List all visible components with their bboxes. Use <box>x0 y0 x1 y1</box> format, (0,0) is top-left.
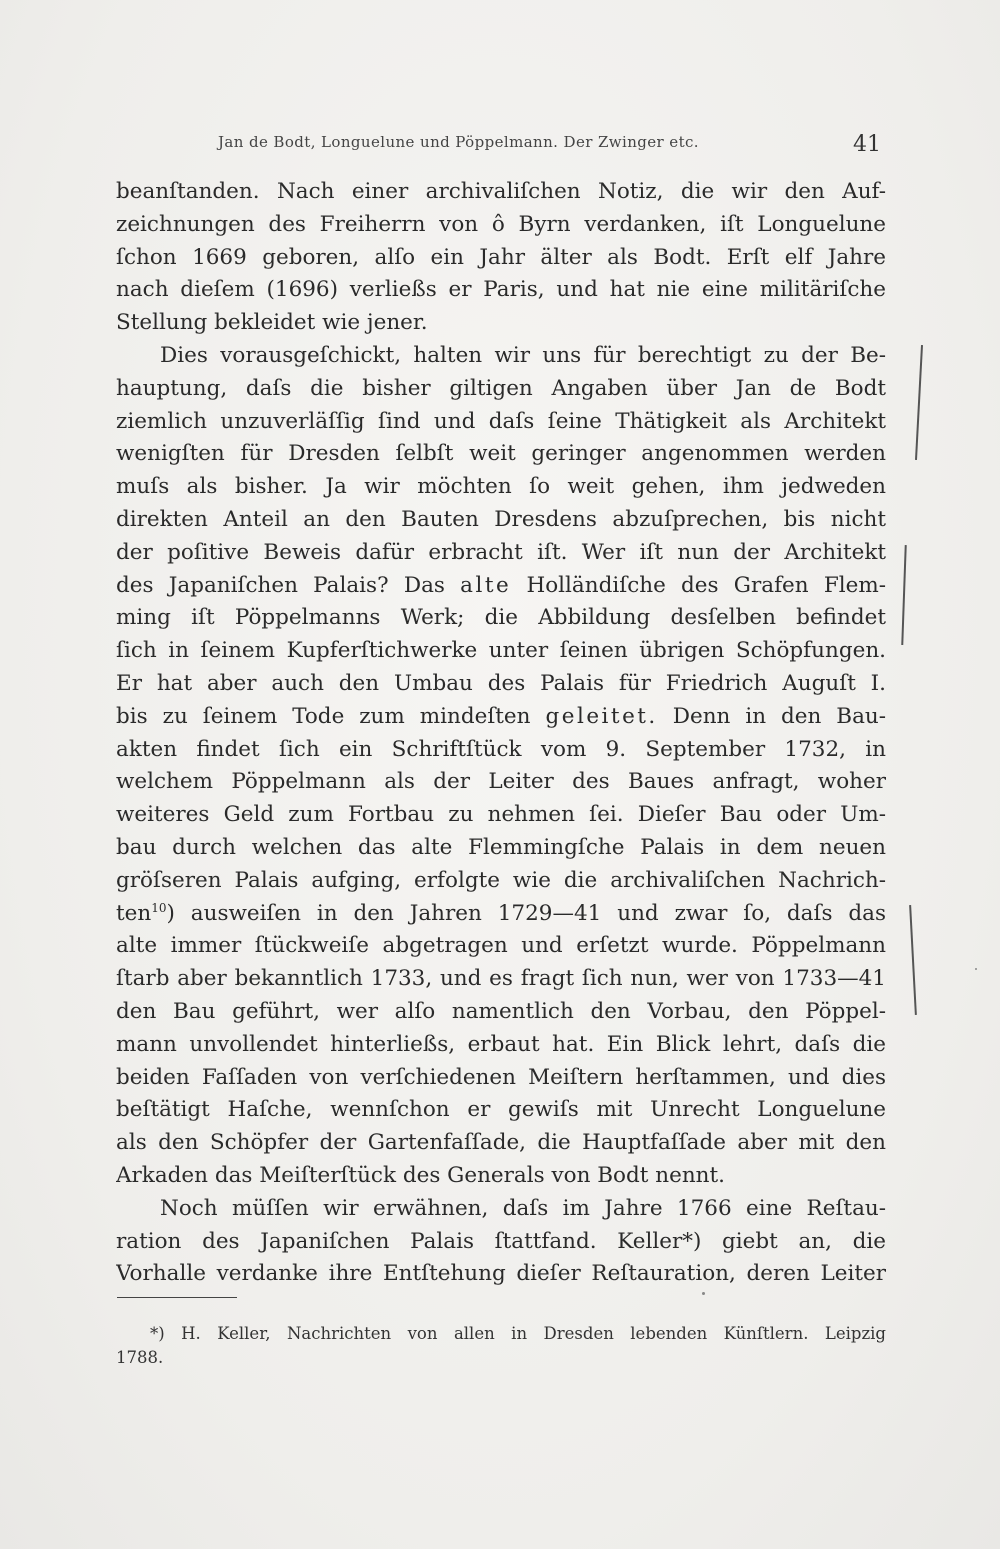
footnote-line: 1788. <box>116 1348 164 1367</box>
text-line: Vorhalle verdanke ihre Entſtehung dieſer Reſtauration, deren Leiter <box>116 1261 886 1287</box>
text-segment: ten <box>116 900 152 926</box>
text-line: beſtätigt Haſche, wennſchon er gewiſs mit Unrecht Longuelune <box>116 1097 886 1123</box>
text-line: der poſitive Beweis dafür erbracht iſt. Wer iſt nun der Architekt <box>116 539 886 565</box>
text-line: beanſtanden. Nach einer archivaliſchen Notiz, die wir den Auf- <box>116 179 886 204</box>
text-line: direkten Anteil an den Bauten Dresdens abzuſprechen, bis nicht <box>116 506 886 532</box>
footnote-rule <box>117 1297 237 1298</box>
footnote <box>116 1322 886 1370</box>
text-line: zeichnungen des Freiherrn von ô Byrn verdanken, iſt Longuelune <box>116 211 886 237</box>
text-segment: Keller*) giebt an, die <box>617 1228 886 1254</box>
footnote-reference: 10 <box>151 900 167 915</box>
text-segment: ) ausweiſen in den Jahren 1729—41 und zwar ſo, daſs das <box>166 900 886 926</box>
text-line: Arkaden das Meiſterſtück des Generals von Bodt nennt. <box>116 1162 725 1188</box>
text-line: muſs als bisher. Ja wir möchten ſo weit gehen, ihm jedweden <box>116 474 886 500</box>
text-line: ziemlich unzuverläſſig ſind und daſs ſeine Thätigkeit als Architekt <box>116 408 886 434</box>
page-number: 41 <box>853 132 881 157</box>
text-segment: bis zu ſeinem Tode zum mindeſten <box>116 703 531 729</box>
text-line: ming iſt Pöppelmanns Werk; die Abbildung desſelben befindet <box>116 605 886 631</box>
spaced-emphasis: geleitet. <box>545 703 658 729</box>
margin-pencil-mark <box>901 545 906 645</box>
spaced-emphasis: alte <box>460 572 512 598</box>
text-line: welchem Pöppelmann als der Leiter des Baues anfragt, woher <box>116 769 886 795</box>
text-line: ſchon 1669 geboren, alſo ein Jahr älter als Bodt. Erſt elf Jahre <box>116 244 886 270</box>
paper-speck <box>702 1292 705 1295</box>
text-line <box>116 570 886 603</box>
text-line: mann unvollendet hinterließs, erbaut hat. Ein Blick lehrt, daſs die <box>116 1031 886 1057</box>
text-line: nach dieſem (1696) verließs er Paris, und hat nie eine militäriſche <box>116 277 886 303</box>
text-line: hauptung, daſs die bisher giltigen Angaben über Jan de Bodt <box>116 375 886 401</box>
text-line: weiteres Geld zum Fortbau zu nehmen ſei. Dieſer Bau oder Um- <box>116 802 886 828</box>
paragraph-start: Noch müſſen wir erwähnen, daſs im Jahre 1766 eine Reſtau- <box>160 1195 886 1221</box>
footnote-line: *) H. Keller, Nachrichten von allen in Dresden lebenden Künſtlern. Leipzig <box>150 1324 886 1343</box>
text-segment: Denn in den Bau- <box>672 703 886 729</box>
text-line: den Bau geführt, wer alſo namentlich den Vorbau, den Pöppel- <box>116 998 886 1024</box>
text-line: akten findet ſich ein Schriftſtück vom 9. September 1732, in <box>116 736 886 762</box>
text-segment: des Japaniſchen Palais? Das <box>116 572 445 598</box>
text-line <box>116 701 886 734</box>
text-line: ſich in ſeinem Kupferſtichwerke unter ſeinen übrigen Schöpfungen. <box>116 638 886 664</box>
text-segment: ration des Japaniſchen Palais ſtattfand. <box>116 1228 597 1254</box>
paragraph-start: Dies vorausgeſchickt, halten wir uns für berechtigt zu der Be- <box>160 342 886 368</box>
text-line: alte immer ſtückweiſe abgetragen und erſetzt wurde. Pöppelmann <box>116 933 886 959</box>
text-line: Stellung bekleidet wie jener. <box>116 310 428 336</box>
text-line: beiden Faſſaden von verſchiedenen Meiſtern herſtammen, und dies <box>116 1064 886 1090</box>
paper-speck <box>975 968 977 970</box>
text-segment: Holländiſche des Grafen Flem- <box>526 572 886 598</box>
text-line: gröſseren Palais aufging, erfolgte wie die archivaliſchen Nachrich- <box>116 867 886 893</box>
margin-pencil-mark <box>915 345 923 460</box>
body-text <box>116 176 886 1291</box>
text-line: bau durch welchen das alte Flemmingſche Palais in dem neuen <box>116 834 886 860</box>
text-line: wenigſten für Dresden ſelbſt weit geringer angenommen werden <box>116 441 886 467</box>
text-line <box>116 1226 886 1259</box>
text-line: als den Schöpfer der Gartenfaſſade, die Hauptfaſſade aber mit den <box>116 1130 886 1156</box>
text-line: ſtarb aber bekanntlich 1733, und es fragt ſich nun, wer von 1733—41 <box>116 966 886 992</box>
text-line <box>116 898 886 931</box>
text-line: Er hat aber auch den Umbau des Palais für Friedrich Auguſt I. <box>116 670 886 696</box>
running-head: Jan de Bodt, Longuelune und Pöppelmann. Der Zwinger etc. <box>218 133 699 151</box>
margin-pencil-mark <box>909 905 916 1015</box>
